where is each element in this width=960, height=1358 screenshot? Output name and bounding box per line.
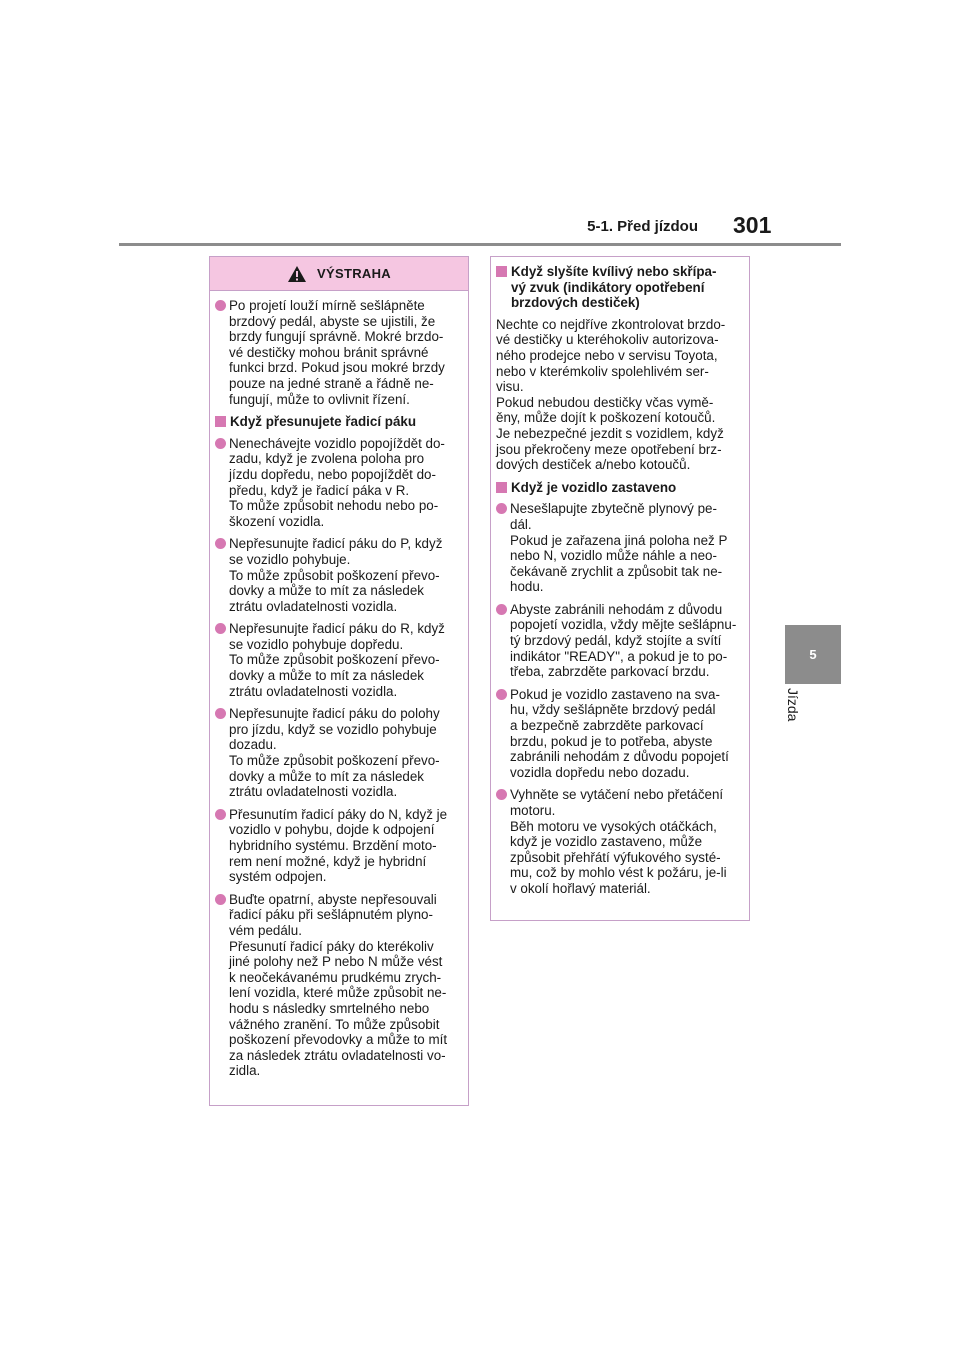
list-item-text: Nepřesunujte řadicí páku do P, když se vozidlo pohybuje. To může způsobit poškození převo- dovky a může to mít za následek ztrátu ovladatelnosti vozidla. — [229, 536, 443, 614]
paragraph: Nechte co nejdříve zkontrolovat brzdo- vé destičky u kteréhokoliv autorizova- ného prodejce nebo v servisu Toyota, nebo v kterémkoliv spolehlivém ser- visu. Pokud nebudou destičky včas vymě- ěny, může dojít k poškození kotoučů. Je nebezpečné jezdit s vozidlem, když jsou překročeny meze opotřebení brz- dových destiček a/nebo kotoučů. — [496, 316, 726, 473]
bullet-dot-icon — [496, 604, 507, 615]
list-item — [496, 687, 743, 781]
page-number: 301 — [733, 212, 772, 238]
bullet-dot-icon — [215, 300, 226, 311]
square-bullet-icon — [496, 482, 507, 493]
bullet-dot-icon — [496, 503, 507, 514]
bullet-dot-icon — [215, 438, 226, 449]
list-item-text: Po projetí louží mírně sešlápněte brzdový pedál, abyste se ujistili, že brzdy fungují správně. Mokré brzdo- vé destičky mohou bránit správné funkci brzd. Pokud jsou mokré brzdy pouze na jedné straně a řádně ne- fungují, může to ovlivnit řízení. — [229, 298, 445, 407]
list-item-text: Nesešlapujte zbytečně plynový pe- dál. Pokud je zařazena jiná poloha než P nebo N, vozidlo může náhle a neo- čekávaně zrychlit a způsobit tak ne- hodu. — [510, 501, 728, 595]
list-item-text: Vyhněte se vytáčení nebo přetáčení motoru. Běh motoru ve vysokých otáčkách, když je vozidlo zastaveno, může způsobit přehřátí výfukového systé- mu, což by mohlo vést k požáru, je-li v okolí hořlavý materiál. — [510, 787, 727, 896]
subsection-title: Když slyšíte kvílivý nebo skřípa- vý zvuk (indikátory opotřebení brzdových destiček) — [511, 264, 717, 311]
bullet-dot-icon — [215, 538, 226, 549]
chapter-label: Jízda — [785, 688, 801, 722]
list-item-text: Abyste zabránili nehodám z důvodu popojetí vozidla, vždy mějte sešlápnu- tý brzdový pedál, když stojíte a svítí indikátor "READY", a pokud je to po- třeba, zabrzděte parkovací brzdu. — [510, 601, 737, 680]
bullet-dot-icon — [215, 894, 226, 905]
list-item — [215, 298, 462, 407]
list-item-text: Přesunutím řadicí páky do N, když je vozidlo v pohybu, dojde k odpojení hybridního systému. Brzdění moto- rem není možné, když je hybridní systém odpojen. — [229, 806, 448, 885]
square-bullet-icon — [215, 416, 226, 427]
list-item-text: Pokud je vozidlo zastaveno na sva- hu, vždy sešlápněte brzdový pedál a bezpečně zabrzděte parkovací brzdu, pokud je to potřeba, abyste zabránili nehodám z důvodu popojetí vozidla dopředu nebo dozadu. — [510, 686, 729, 780]
list-item — [496, 501, 743, 595]
list-item-text: Nepřesunujte řadicí páku do polohy pro jízdu, když se vozidlo pohybuje dozadu. To může způsobit poškození převo- dovky a může to mít za následek ztrátu ovladatelnosti vozidla. — [229, 706, 440, 800]
square-bullet-icon — [496, 266, 507, 277]
bullet-dot-icon — [496, 789, 507, 800]
warning-triangle-icon — [287, 265, 307, 283]
info-content — [491, 257, 749, 897]
list-item — [496, 602, 743, 680]
chapter-tab — [785, 625, 841, 684]
subsection-heading — [496, 480, 743, 496]
chapter-number: 5 — [809, 647, 817, 662]
bullet-dot-icon — [215, 809, 226, 820]
list-item — [496, 787, 743, 896]
list-item-text: Buďte opatrní, abyste nepřesouvali řadicí páku při sešlápnutém plyno- vém pedálu. Přesunutí řadicí páky do kterékoliv jiné polohy než P nebo N může vést k neočekávanému prudkému zrych- lení vozidla, které může způsobit ne- hodu s následky smrtelného nebo vážného zranění. To může způsobit poškození převodovky a může to mít za následek ztrátu ovladatelnosti vo- zidla. — [229, 891, 448, 1079]
list-item — [215, 436, 462, 530]
section-header: 5-1. Před jízdou — [587, 218, 698, 235]
subsection-heading — [496, 264, 743, 311]
list-item-text: Nepřesunujte řadicí páku do R, když se vozidlo pohybuje dopředu. To může způsobit poškození převo- dovky a může to mít za následek ztrátu ovladatelnosti vozidla. — [229, 621, 445, 699]
list-item — [215, 892, 462, 1079]
bullet-dot-icon — [215, 623, 226, 634]
bullet-dot-icon — [496, 689, 507, 700]
warning-box — [209, 256, 469, 1106]
list-item — [215, 621, 462, 699]
list-item — [215, 807, 462, 885]
info-box — [490, 256, 750, 921]
list-item — [215, 536, 462, 614]
subsection-title: Když je vozidlo zastaveno — [511, 479, 677, 495]
list-item-text: Nenechávejte vozidlo popojíždět do- zadu, když je zvolena poloha pro jízdu dopředu, nebo popojíždět do- předu, když je řadicí páka v R. To může způsobit nehodu nebo po- škození vozidla. — [229, 435, 445, 529]
warning-title: VÝSTRAHA — [317, 266, 391, 281]
subsection-title: Když přesunujete řadicí páku — [230, 414, 417, 430]
header-divider — [119, 243, 841, 246]
list-item — [215, 706, 462, 800]
subsection-heading — [215, 414, 462, 430]
bullet-dot-icon — [215, 708, 226, 719]
warning-header — [210, 257, 468, 291]
warning-content — [210, 291, 468, 1079]
